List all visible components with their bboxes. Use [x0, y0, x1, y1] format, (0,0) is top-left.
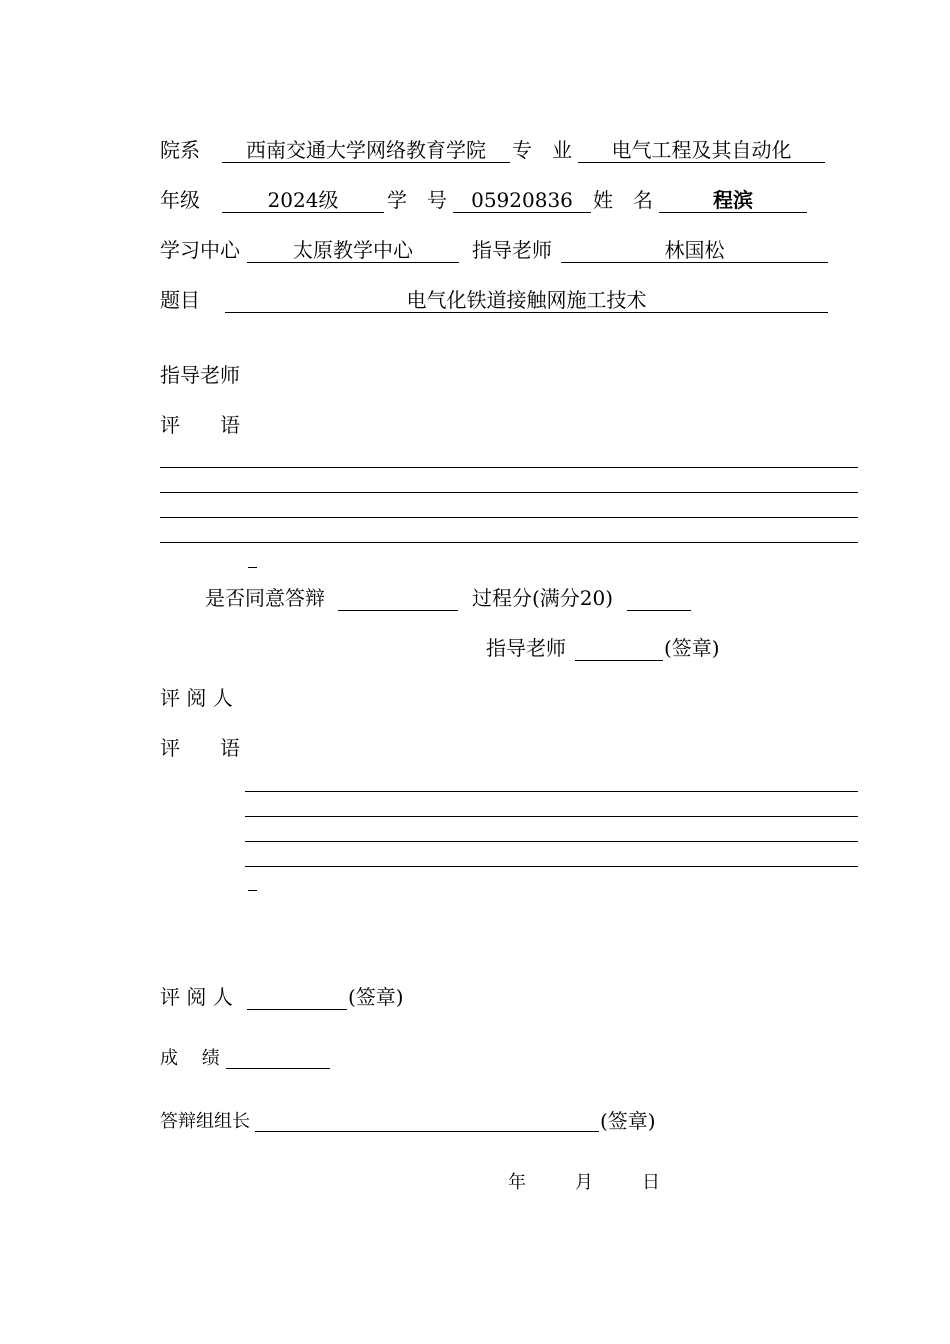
month-label: 月	[575, 1172, 593, 1193]
process-score-label: 过程分(满分20)	[472, 586, 614, 610]
advisor-value: 林国松	[664, 238, 725, 262]
student-id-field[interactable]	[453, 190, 591, 213]
student-id-label: 学 号	[387, 188, 447, 212]
advisor-comment-label: 评 语	[160, 413, 240, 437]
dept-field[interactable]	[222, 140, 510, 163]
reviewer-sign-field[interactable]	[247, 987, 347, 1010]
name-value: 程滨	[713, 188, 753, 212]
reviewer-comment-line-2[interactable]	[245, 816, 858, 817]
dept-value: 西南交通大学网络教育学院	[246, 138, 486, 162]
topic-label: 题目	[160, 288, 200, 312]
advisor-field[interactable]	[561, 240, 828, 263]
day-label: 日	[642, 1172, 660, 1193]
defense-field[interactable]	[338, 588, 458, 611]
advisor-section-title: 指导老师	[160, 363, 240, 387]
reviewer-comment-line-3[interactable]	[245, 841, 858, 842]
reviewer-comment-label: 评 语	[160, 736, 240, 760]
defense-leader-field[interactable]	[255, 1111, 599, 1132]
name-field[interactable]	[659, 190, 807, 213]
process-score-field[interactable]	[627, 588, 691, 611]
major-label: 专 业	[512, 138, 572, 162]
grade-field[interactable]	[222, 190, 384, 213]
center-value: 太原教学中心	[293, 238, 413, 262]
grade-label: 年级	[160, 188, 200, 212]
advisor-comment-marker	[248, 567, 257, 568]
advisor-comment-line-3[interactable]	[160, 517, 858, 518]
center-label: 学习中心	[160, 238, 240, 262]
reviewer-comment-marker	[248, 890, 257, 891]
score-field[interactable]	[226, 1048, 330, 1069]
reviewer-sign-label: 评 阅 人	[160, 985, 233, 1009]
reviewer-comment-line-4[interactable]	[245, 866, 858, 867]
topic-field[interactable]	[225, 290, 828, 313]
advisor-comment-line-1[interactable]	[160, 467, 858, 468]
score-label: 成 绩	[160, 1048, 220, 1069]
student-id-value: 05920836	[471, 188, 573, 212]
advisor-comment-line-4[interactable]	[160, 542, 858, 543]
major-value: 电气工程及其自动化	[611, 138, 792, 162]
center-field[interactable]	[247, 240, 459, 263]
reviewer-stamp-label: (签章)	[348, 985, 404, 1009]
advisor-sign-label: 指导老师	[486, 636, 566, 660]
advisor-label: 指导老师	[472, 238, 552, 262]
defense-leader-label: 答辩组组长	[160, 1111, 250, 1132]
advisor-sign-field[interactable]	[575, 638, 663, 661]
year-label: 年	[508, 1172, 526, 1193]
grade-value: 2024级	[267, 188, 339, 212]
leader-stamp-label: (签章)	[600, 1109, 656, 1133]
reviewer-section-title: 评 阅 人	[160, 686, 233, 710]
name-label: 姓 名	[593, 188, 653, 212]
dept-label: 院系	[160, 138, 200, 162]
reviewer-comment-line-1[interactable]	[245, 791, 858, 792]
topic-value: 电气化铁道接触网施工技术	[406, 288, 647, 312]
major-field[interactable]	[578, 140, 825, 163]
defense-label: 是否同意答辩	[205, 586, 325, 610]
advisor-stamp-label: (签章)	[664, 636, 720, 660]
advisor-comment-line-2[interactable]	[160, 492, 858, 493]
